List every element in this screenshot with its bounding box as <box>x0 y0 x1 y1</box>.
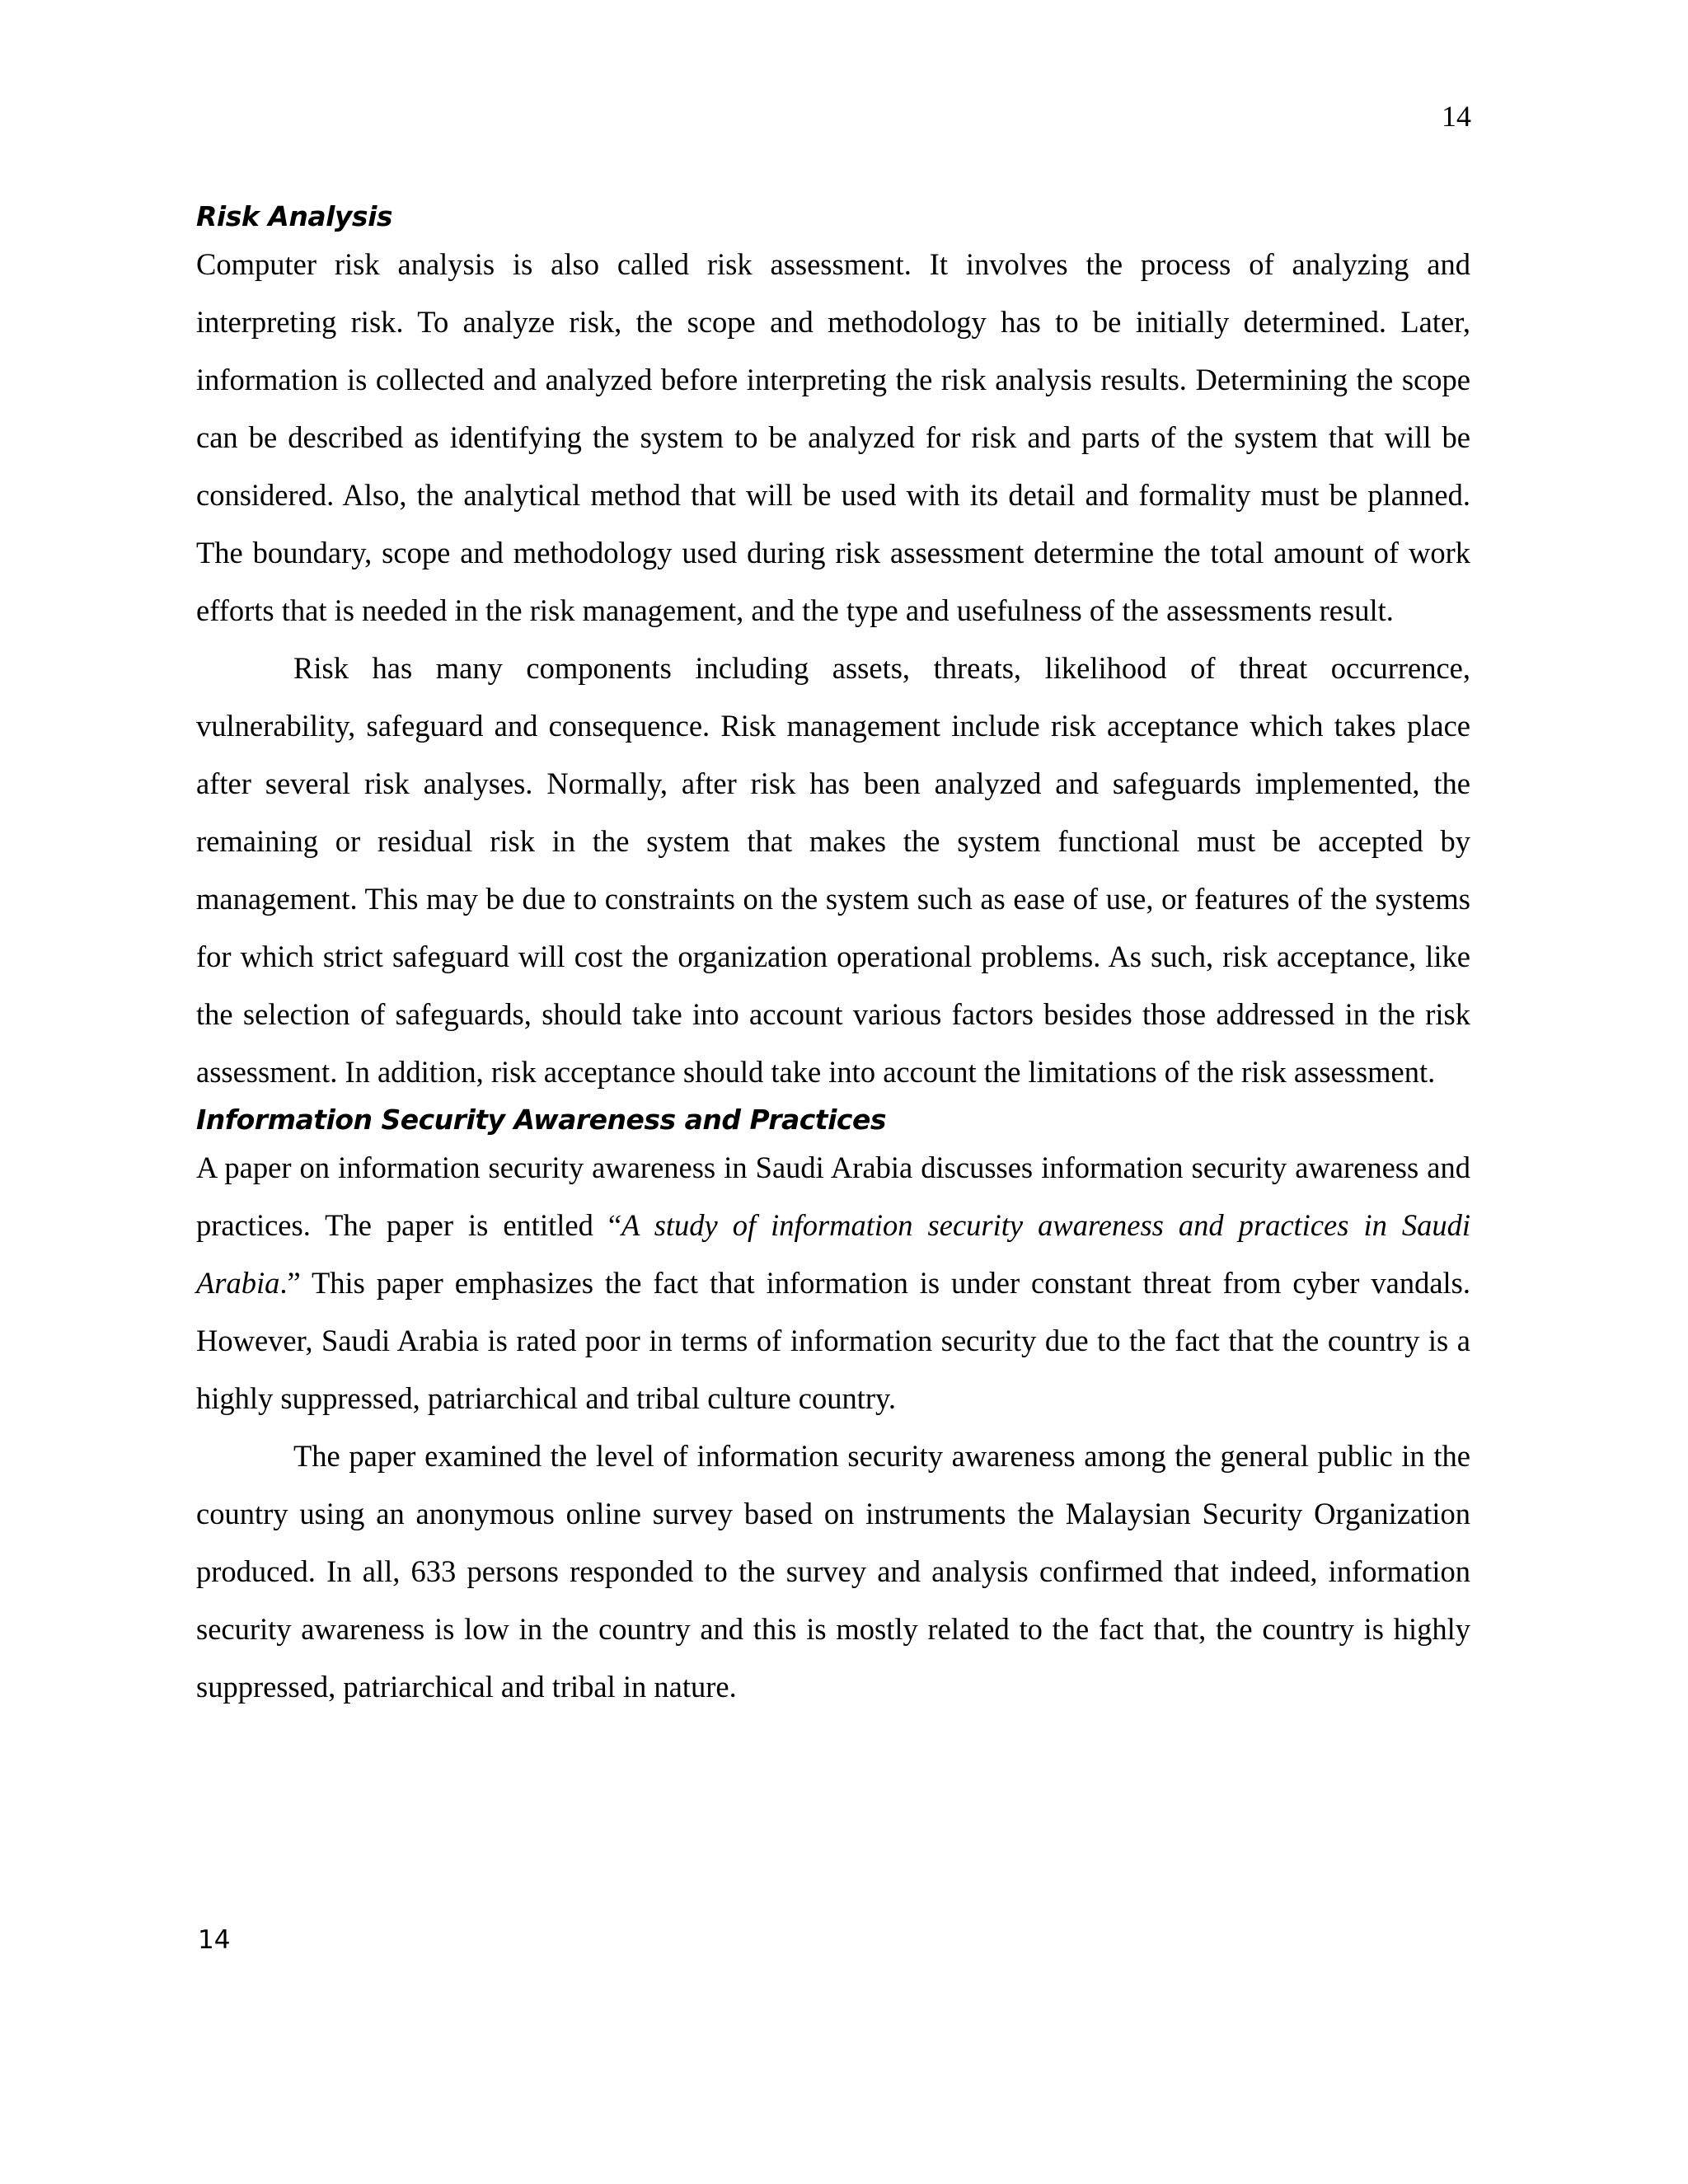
section-heading-risk-analysis: Risk Analysis <box>196 200 393 232</box>
paragraph-text-after-title: .” This paper emphasizes the fact that information is under constant threat from cyber vandals. However, Saudi Arabia is rated poor in terms of information security due to the fact that the country is a highly suppressed, patriarchical and tribal culture country. <box>196 1266 1470 1415</box>
paragraph-security-awareness-1 <box>196 1139 1470 1427</box>
header-page-number: 14 <box>1442 100 1471 133</box>
paragraph-text-before-title: A paper on information security awareness in Saudi Arabia discusses information security awareness and practices. The paper is entitled “ <box>196 1151 1470 1242</box>
paragraph-risk-analysis-1: Computer risk analysis is also called risk assessment. It involves the process of analyzing and interpreting risk. To analyze risk, the scope and methodology has to be initially determined. Later, information is collected and analyzed before interpreting the risk analysis results. Determining the scope can be described as identifying the system to be analyzed for risk and parts of the system that will be considered. Also, the analytical method that will be used with its detail and formality must be planned. The boundary, scope and methodology used during risk assessment determine the total amount of work efforts that is needed in the risk management, and the type and usefulness of the assessments result. <box>196 247 1470 627</box>
footer-page-number: 14 <box>198 1925 231 1955</box>
paper-title-citation: A study of information security awareness and practices in Saudi Arabia <box>196 1208 1470 1300</box>
paragraph-security-awareness-2: The paper examined the level of information security awareness among the general public in the country using an anonymous online survey based on instruments the Malaysian Security Organization produced. In all, 633 persons responded to the survey and analysis confirmed that indeed, information security awareness is low in the country and this is mostly related to the fact that, the country is highly suppressed, patriarchical and tribal in nature. <box>196 1439 1470 1704</box>
document-body <box>196 198 1470 1716</box>
section-heading-security-awareness: Information Security Awareness and Practices <box>196 1104 886 1136</box>
paragraph-risk-analysis-2: Risk has many components including assets, threats, likelihood of threat occurrence, vulnerability, safeguard and consequence. Risk management include risk acceptance which takes place after several risk analyses. Normally, after risk has been analyzed and safeguards implemented, the remaining or residual risk in the system that makes the system functional must be accepted by management. This may be due to constraints on the system such as ease of use, or features of the systems for which strict safeguard will cost the organization operational problems. As such, risk acceptance, like the selection of safeguards, should take into account various factors besides those addressed in the risk assessment. In addition, risk acceptance should take into account the limitations of the risk assessment. <box>196 651 1470 1089</box>
